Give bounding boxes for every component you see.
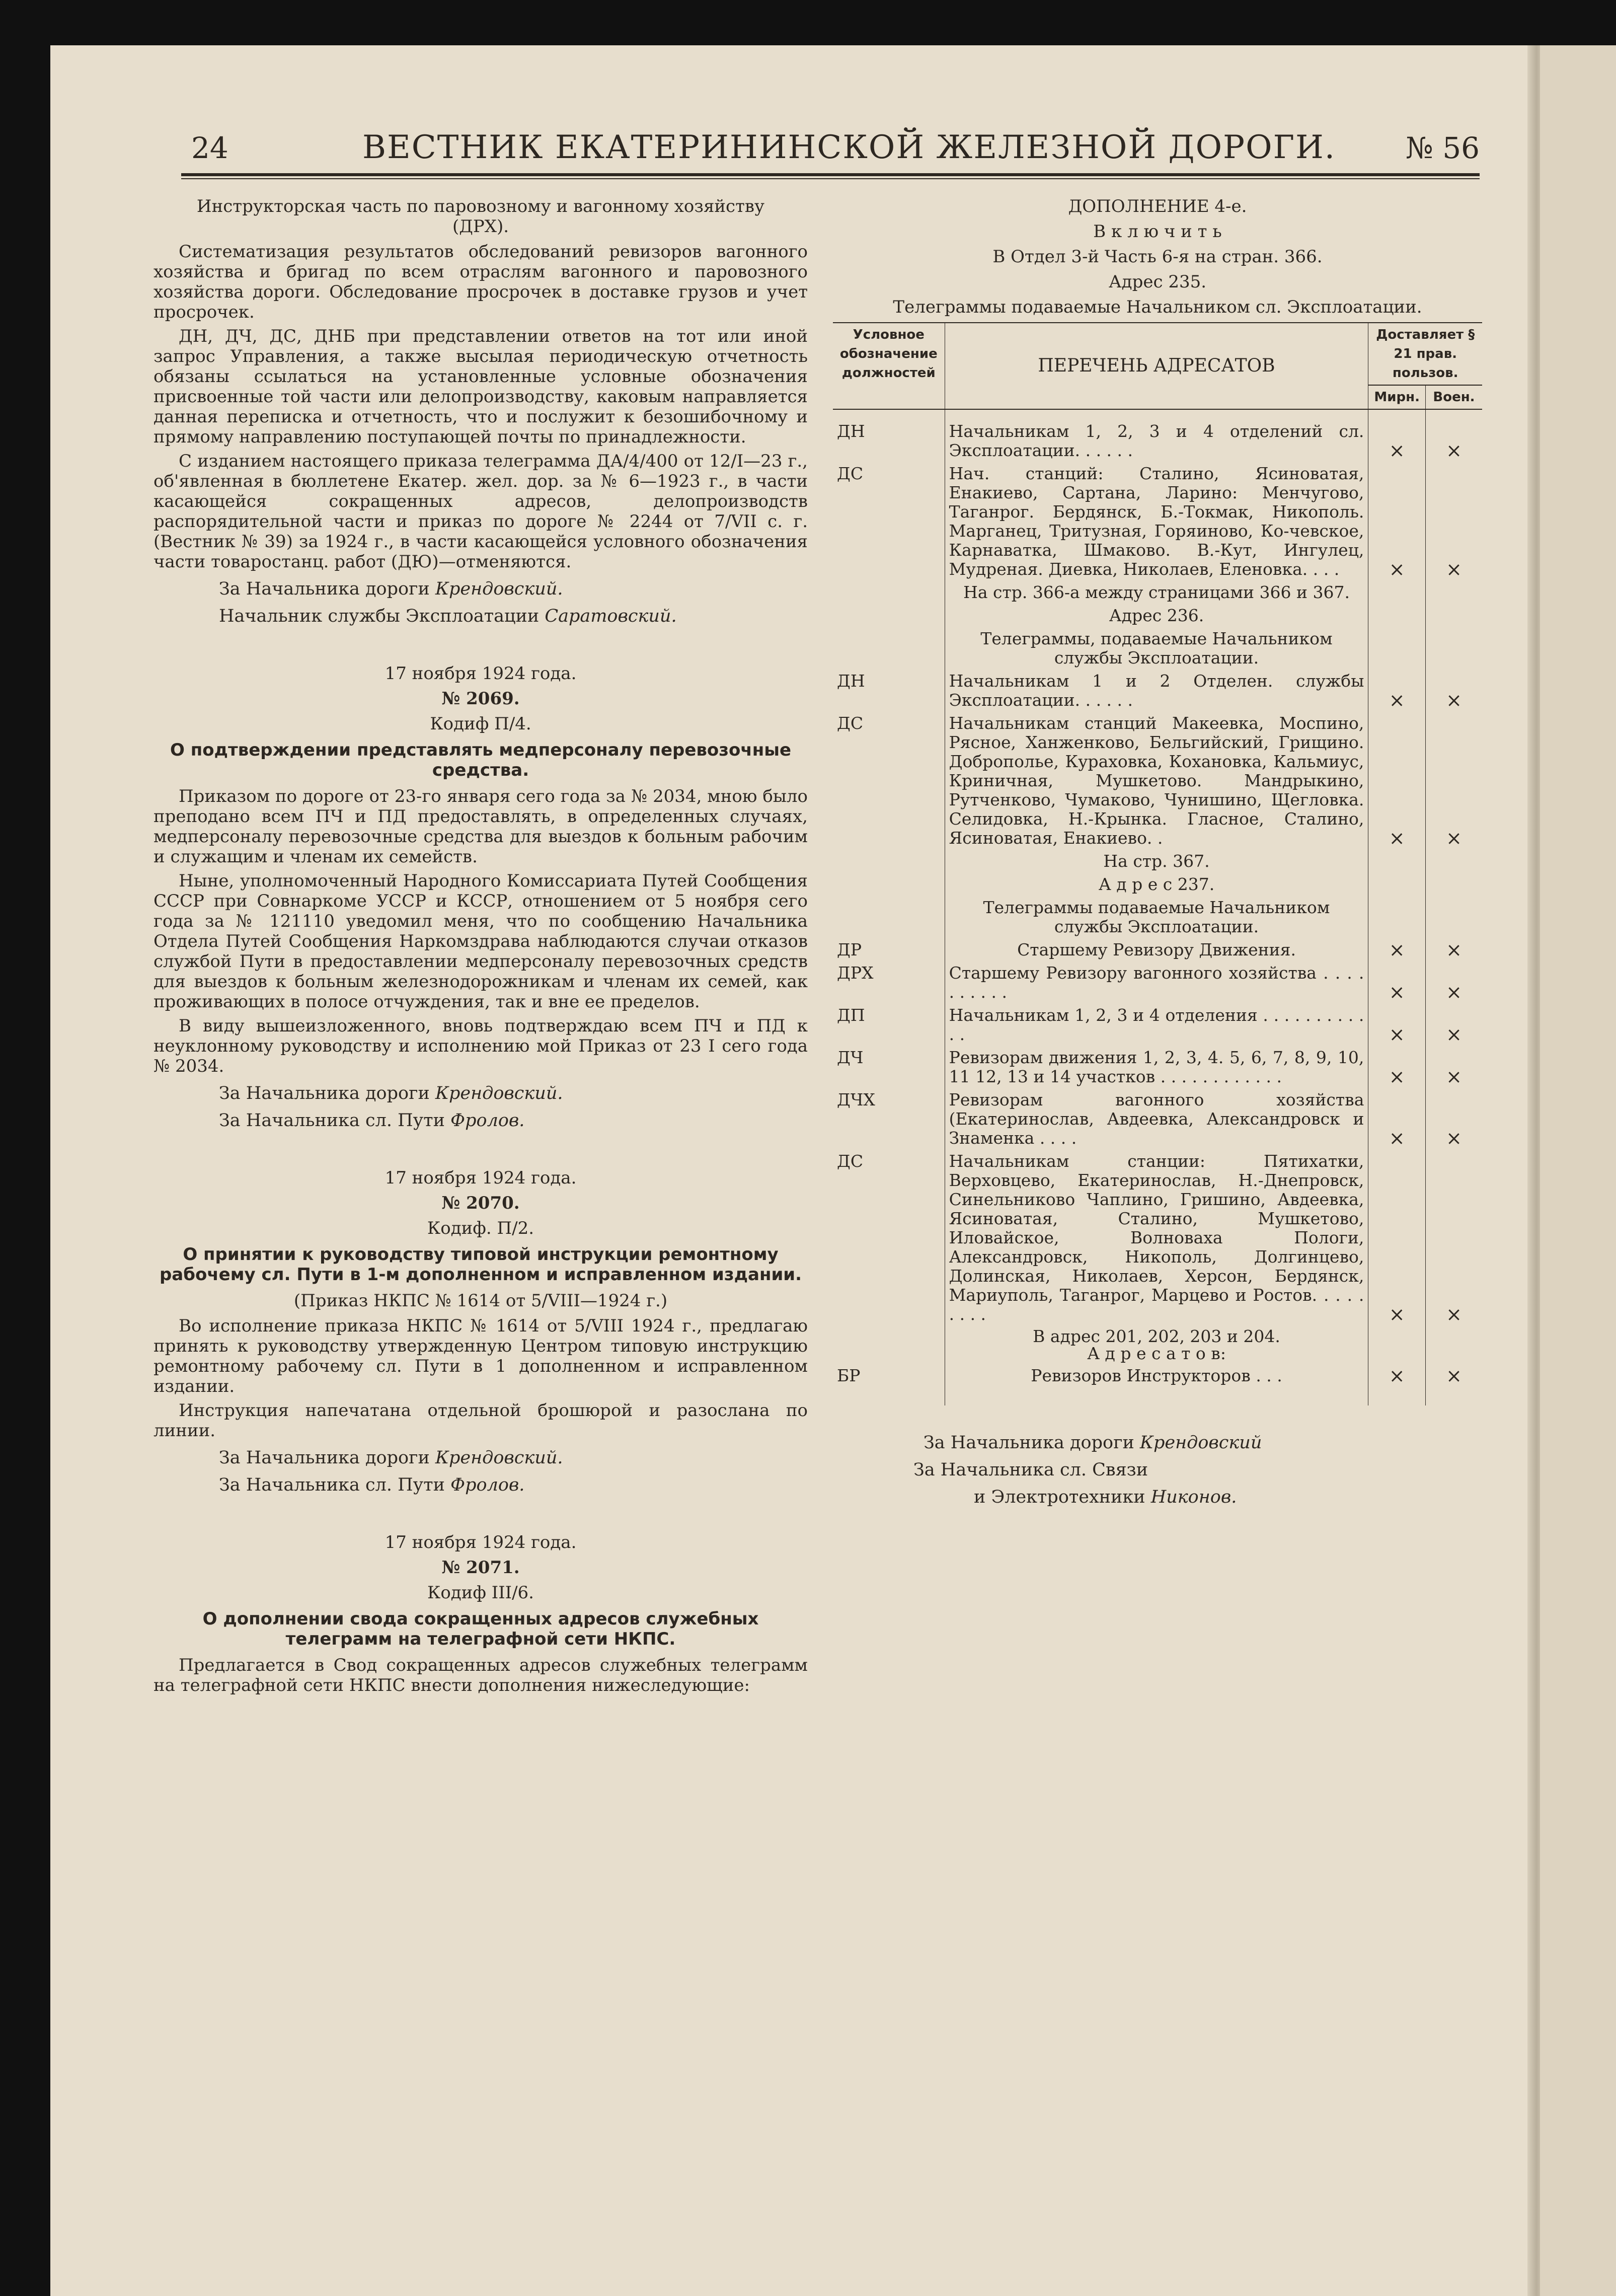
table-row: Телеграммы, подаваемые Начальником службы Эксплоатации. <box>833 627 1482 670</box>
section-ref: В Отдел 3-й Часть 6-я на стран. 366. <box>992 247 1323 267</box>
signature: За Начальника сл. Пути Фролов. <box>219 1475 525 1495</box>
table-row: ДП Начальникам 1, 2, 3 и 4 отделения . . . . . . . . . . . . × × <box>833 1004 1482 1046</box>
table-row: На стр. 366-а между страницами 366 и 367. <box>833 581 1482 604</box>
order-reference: (Приказ НКПС № 1614 от 5/VIII—1924 г.) <box>293 1291 668 1311</box>
table-row: ДН Начальникам 1, 2, 3 и 4 отделений сл. Эксплоатации. . . . . . × × <box>833 409 1482 462</box>
signature: За Начальника дороги Крендовский. <box>219 1083 563 1103</box>
left-column <box>153 196 808 1699</box>
signature: За Начальника сл. Пути Фролов. <box>219 1110 525 1131</box>
signature: Начальник службы Эксплоатации Саратовский. <box>219 606 677 626</box>
paragraph: Во исполнение приказа НКПС № 1614 от 5/VIII 1924 г., предлагаю принять к руководству утвержденную Центром типовую инструкцию ремонтному рабочему сл. Пути в 1 дополненном и исправленном издании. <box>153 1316 808 1396</box>
paragraph: ДН, ДЧ, ДС, ДНБ при представлении ответов на тот или иной запрос Управления, а также высылая периодическую отчетность обязаны ссылаться на установленные условные обозначения присвоенные той части или делопроизводству, каковым направляется данная переписка и отчетность, что и послужит к безошибочному и прямому направлению поступающей почты по принадлежности. <box>153 326 808 447</box>
header-rule <box>181 173 1480 176</box>
table-row: На стр. 367. <box>833 850 1482 873</box>
signature: За Начальника дороги Крендовский <box>924 1433 1262 1453</box>
include-label: В к л ю ч и т ь <box>1093 221 1222 242</box>
paragraph: Предлагается в Свод сокращенных адресов служебных телеграмм на телеграфной сети НКПС внести дополнения нижеследующие: <box>153 1655 808 1695</box>
table-row: ДРХ Старшему Ревизору вагонного хозяйства . . . . . . . . . . × × <box>833 961 1482 1004</box>
page-header <box>181 120 1480 170</box>
table-row: Телеграммы подаваемые Начальником службы Эксплоатации. <box>833 896 1482 938</box>
table-row: А д р е с 237. <box>833 873 1482 896</box>
table-row: В адрес 201, 202, 203 и 204. А д р е с а т о в: <box>833 1326 1482 1364</box>
col-header-code: Условное обозначение должностей <box>833 323 945 409</box>
col-header-deliver: Доставляет § 21 прав. пользов. <box>1368 323 1482 385</box>
order-title: О принятии к руководству типовой инструкции ремонтному рабочему сл. Пути в 1-м дополненном и исправленном издании. <box>159 1244 802 1285</box>
table-row: ДЧ Ревизорам движения 1, 2, 3, 4. 5, 6, 7, 8, 9, 10, 11 12, 13 и 14 участков . . . . . . . . . . . . × × <box>833 1046 1482 1088</box>
journal-title: ВЕСТНИК ЕКАТЕРИНИНСКОЙ ЖЕЛЕЗНОЙ ДОРОГИ. <box>362 129 1336 166</box>
order-title: О дополнении свода сокращенных адресов служебных телеграмм на телеграфной сети НКПС. <box>202 1609 759 1649</box>
paragraph: Ныне, уполномоченный Народного Комиссариата Путей Сообщения СССР при Совнаркоме УССР и КССР, отношением от 5 ноября сего года за № 121110 уведомил меня, что по сообщению Начальника Отдела Путей Сообщения Наркомздрава наблюдаются случаи отказов службой Пути в предоставлении медперсоналу перевозочных средств для выездов к больным железнодорожникам и членам их семей, как проживающих в полосе отчуждения, так и вне ее пределов. <box>153 871 808 1012</box>
issue-number: № 56 <box>1405 131 1480 165</box>
signature: За Начальника дороги Крендовский. <box>219 579 563 599</box>
table-row: ДС Начальникам станций Макеевка, Моспино, Рясное, Ханженково, Бельгийский, Грищино. Доброполье, Курахoвка, Кохановка, Кальмиус, Криничная, Мушкетово. Мандрыкино, Рутченково, Чумаково, Чунишино, Щегловка. Селидовка, Н.-Крынка. Гласное, Сталино, Ясиноватая, Енакиево. . × × <box>833 712 1482 850</box>
paragraph: Систематизация результатов обследований ревизоров вагонного хозяйства и бригад по всем отраслям вагонного и паровозного хозяйства дороги. Обследование просрочек в доставке грузов и учет просрочек. <box>153 242 808 322</box>
page-number: 24 <box>191 131 228 165</box>
order-title: О подтверждении представлять медперсоналу перевозочные средства. <box>170 740 792 780</box>
right-column <box>833 196 1482 1514</box>
order-number: № 2071. <box>441 1558 520 1578</box>
table-row: ДР Старшему Ревизору Движения. × × <box>833 938 1482 961</box>
order-number: № 2070. <box>441 1193 520 1213</box>
table-row: ДЧХ Ревизорам вагонного хозяйства (Екатеринослав, Авдеевка, Александровск и Знаменка . . . . × × <box>833 1088 1482 1150</box>
paragraph: В виду вышеизложенного, вновь подтверждаю всем ПЧ и ПД к неуклонному руководству и исполнению мой Приказ от 23 I сего года № 2034. <box>153 1016 808 1076</box>
section-title: Инструкторская часть по паровозному и вагонному хозяйству (ДРХ). <box>196 196 765 237</box>
table-row: Адрес 236. <box>833 604 1482 627</box>
order-date: 17 ноября 1924 года. <box>384 1532 577 1552</box>
signature: За Начальника дороги Крендовский. <box>219 1448 563 1468</box>
address-heading: Адрес 235. <box>1108 272 1207 292</box>
col-header-list: ПЕРЕЧЕНЬ АДРЕСАТОВ <box>945 323 1368 409</box>
table-row: ДН Начальникам 1 и 2 Отделен. службы Эксплоатации. . . . . . × × <box>833 670 1482 712</box>
paragraph: Инструкция напечатана отдельной брошюрой и разослана по линии. <box>153 1400 808 1441</box>
order-code: Кодиф П/4. <box>430 714 531 734</box>
order-code: Кодиф III/6. <box>427 1583 534 1603</box>
order-number: № 2069. <box>441 689 520 709</box>
supplement-title: ДОПОЛНЕНИЕ 4-е. <box>1068 196 1247 216</box>
signature: и Электротехники Никонов. <box>974 1487 1237 1507</box>
col-header-mirn: Мирн. <box>1368 385 1426 409</box>
header-rule-thin <box>181 178 1480 179</box>
table-row: ДС Начальникам станции: Пятихатки, Верховцево, Екатеринослав, Н.-Днепровск, Синельниково Чаплино, Гришино, Авдеевка, Ясиноватая, Сталино, Мушкетово, Иловайское, Волноваха Пологи, Александровск, Никополь, Долгинцево, Долинская, Николаев, Херсон, Бердянск, Мариуполь, Таганрог, Марцево и Ростов. . . . . . . . . × × <box>833 1150 1482 1326</box>
addressee-table <box>833 322 1482 1405</box>
order-code: Кодиф. П/2. <box>427 1218 534 1238</box>
paragraph: С изданием настоящего приказа телеграмма ДА/4/400 от 12/I—23 г., об'явленная в бюллетене Екатер. жел. дор. за № 6—1923 г., в части касающейся сокращенных адресов, делопроизводств распорядительной части и приказ по дороге № 2244 от 7/VII с. г. (Вестник № 39) за 1924 г., в части касающейся условного обозначения части товаростанц. работ (ДЮ)—отменяются. <box>153 451 808 572</box>
signature: За Начальника сл. Связи <box>913 1460 1148 1480</box>
order-date: 17 ноября 1924 года. <box>384 1168 577 1188</box>
order-date: 17 ноября 1924 года. <box>384 663 577 684</box>
col-header-voen: Воен. <box>1425 385 1482 409</box>
table-row: БР Ревизоров Инструкторов . . . × × <box>833 1364 1482 1405</box>
paragraph: Приказом по дороге от 23-го января сего года за № 2034, мною было преподано всем ПЧ и ПД предоставлять, в определенных случаях, медперсоналу перевозочные средства для выездов к больным рабочим и служащим и членам их семейств. <box>153 786 808 867</box>
next-page-edge <box>1540 45 1616 2296</box>
table-row: ДС Нач. станций: Сталино, Ясиноватая, Енакиево, Сартана, Ларино: Менчугово, Таганрог. Бердянск, Б.-Токмак, Никополь. Марганец, Тритузная, Горяиново, Ко-чевское, Карнаватка, Шмаково. В.-Кут, Ингулец, Мудреная. Диевка, Николаев, Еленовка. . . . × × <box>833 462 1482 581</box>
telegram-heading: Телеграммы подаваемые Начальником сл. Эксплоатации. <box>893 297 1422 317</box>
